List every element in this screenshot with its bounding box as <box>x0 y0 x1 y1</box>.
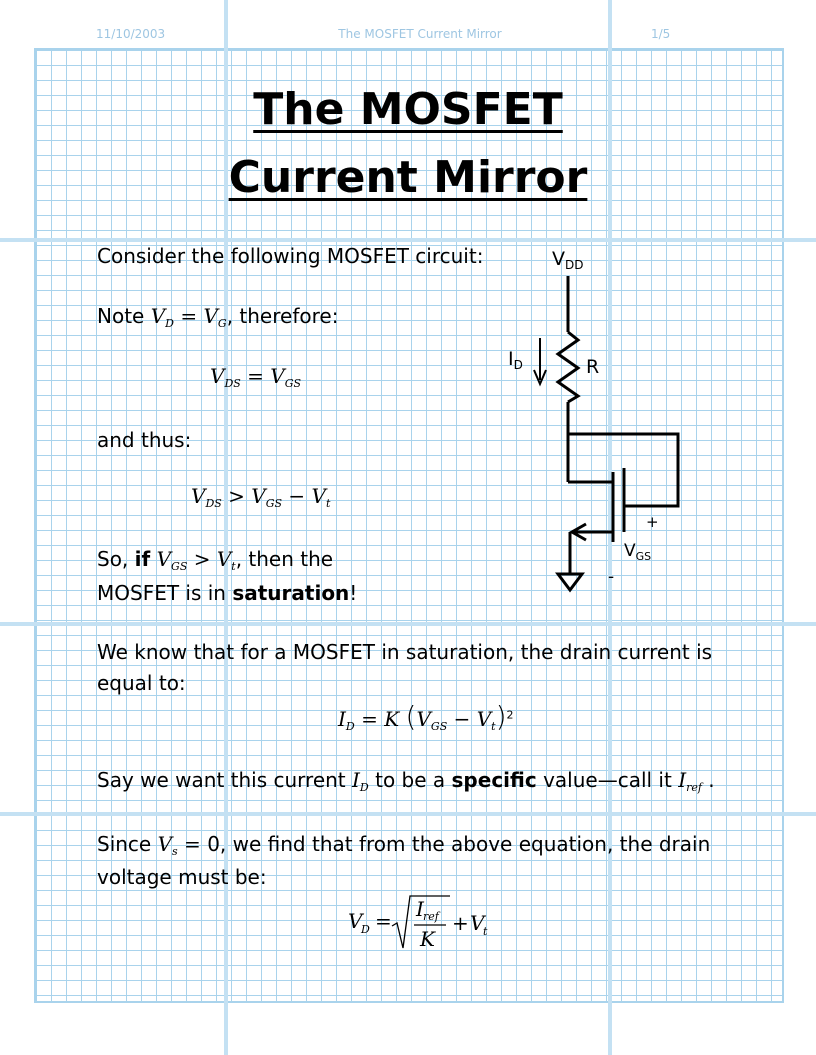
resistor-label: R <box>586 356 600 378</box>
mosfet-circuit-diagram <box>500 240 720 600</box>
grid-major-line <box>0 622 816 626</box>
symbol-id: $I_D$ <box>352 768 369 794</box>
vgs-minus: - <box>608 567 615 587</box>
svg-text:V: V <box>348 909 363 933</box>
vgs-plus: + <box>646 513 659 531</box>
paragraph-so-if: So, if $V_{GS} > V_t$, then the <box>97 547 334 573</box>
equation-vgs-greater-vt: $V_{GS} > V_t$ <box>156 547 236 573</box>
if-keyword: if <box>134 547 151 571</box>
svg-text:V: V <box>470 911 485 935</box>
svg-text:K: K <box>420 927 435 951</box>
paragraph-saturation: MOSFET is in saturation! <box>97 581 358 605</box>
svg-text:ref: ref <box>423 910 439 923</box>
vgs-label: $V_{GS}$ <box>624 541 652 563</box>
svg-text:t: t <box>483 925 488 938</box>
ground-icon <box>558 574 582 590</box>
page-title-line-2: Current Mirror <box>228 152 588 203</box>
header-title: The MOSFET Current Mirror <box>338 27 502 41</box>
resistor-symbol <box>558 332 578 402</box>
note-therefore: , therefore: <box>226 304 339 328</box>
paragraph-consider: Consider the following MOSFET circuit: <box>97 244 484 268</box>
equation-vs-equals-zero: $V_s$ = <box>157 832 208 858</box>
equation-vd-equals-vg: $V_D = V_G$ <box>150 304 227 330</box>
equation-vds-greater-vgs-minus-vt: $V_{DS} > V_{GS} - V_t$ <box>191 484 331 510</box>
note-label: Note <box>97 304 145 328</box>
equation-drain-current: $I_D = K$ $(V_{GS} - V_t)^2$ <box>338 700 514 733</box>
paragraph-and-thus: and thus: <box>97 428 192 452</box>
paragraph-say-we-want: Say we want this current $I_D$ to be a specific value—call it $I_{ref}$ . <box>97 768 715 794</box>
grid-major-line <box>0 812 816 816</box>
vdd-label: $V_{DD}$ <box>552 248 584 272</box>
saturation-keyword: saturation <box>232 581 350 605</box>
equation-vd-sqrt <box>340 888 500 958</box>
paragraph-voltage-must-be: voltage must be: <box>97 865 267 889</box>
equation-vds-equals-vgs: $V_{DS} = V_{GS}$ <box>210 364 302 390</box>
paragraph-since: Since $V_s = 0$, we find that from the above equation, the drain <box>97 832 711 858</box>
svg-text:I: I <box>416 897 424 921</box>
svg-text:D: D <box>361 923 370 936</box>
specific-keyword: specific <box>451 768 537 792</box>
paragraph-note <box>97 304 338 330</box>
svg-text:+: + <box>452 911 469 935</box>
paragraph-drain-current-line-1: We know that for a MOSFET in saturation, the drain current is <box>97 640 713 664</box>
header-page-number: 1/5 <box>651 27 671 41</box>
paragraph-drain-current-line-2: equal to: <box>97 671 186 695</box>
header-date: 11/10/2003 <box>96 27 166 41</box>
symbol-iref: $I_{ref}$ <box>678 768 702 794</box>
svg-text:=: = <box>375 909 392 933</box>
id-label: $I_D$ <box>508 348 523 372</box>
page-title-line-1: The MOSFET <box>253 84 563 135</box>
